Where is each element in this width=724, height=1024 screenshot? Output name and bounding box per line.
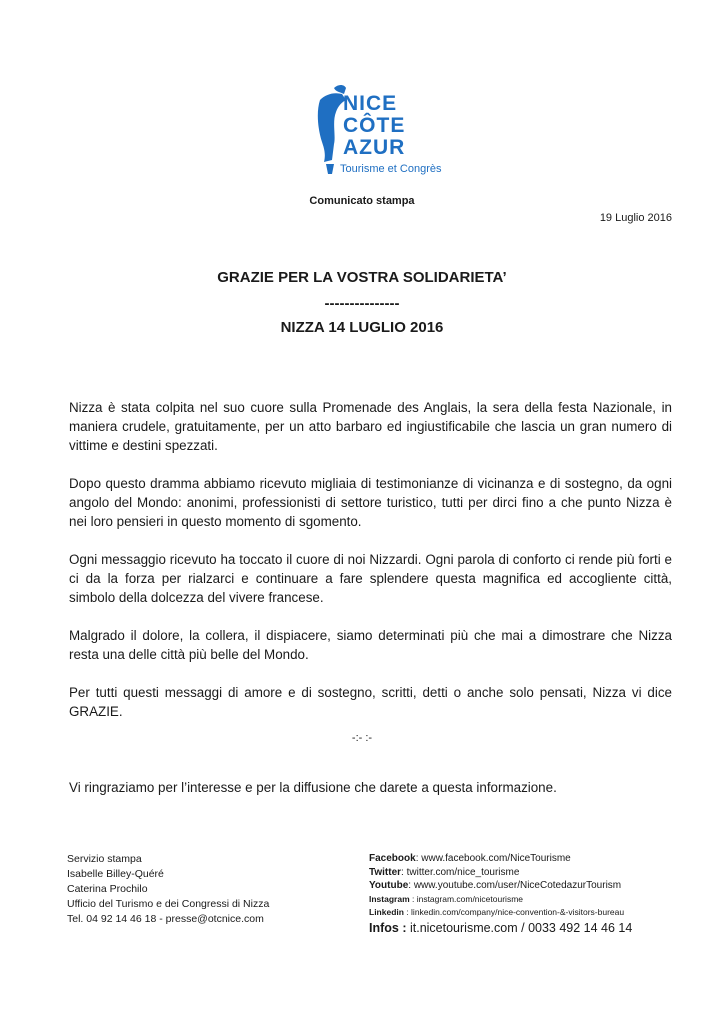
- logo-line-azur: AZUR: [343, 136, 406, 159]
- title-line-1: GRAZIE PER LA VOSTRA SOLIDARIETA’: [217, 269, 507, 286]
- logo-line-cote: CÔTE: [343, 114, 406, 137]
- press-contact-line: Caterina Prochilo: [67, 883, 148, 895]
- paragraph: Per tutti questi messaggi di amore e di sostegno, scritti, detti o anche solo pensati, Nizza vi dice GRAZIE.: [69, 685, 672, 719]
- logo-wordmark: [343, 93, 405, 159]
- paragraph: Nizza è stata colpita nel suo cuore sulla Promenade des Anglais, la sera della festa Nazionale, in maniera crudele, gratuitamente, per un atto barbaro ed ingiustificabile che lascia un gran numero di vittime e destini spezzati.: [69, 400, 672, 453]
- twitter-link[interactable]: Twitter: twitter.com/nice_tourisme: [369, 866, 520, 878]
- paragraph: Malgrado il dolore, la collera, il dispiacere, siamo determinati più che mai a dimostrare che Nizza resta una delle città più belle del Mondo.: [69, 628, 672, 662]
- paragraph: Ogni messaggio ricevuto ha toccato il cuore di noi Nizzardi. Ogni parola di conforto ci rende più forti e ci da la forza per rialzarci e continuare a fare splendere questa magnifica ed accogliente città, simbolo della dolcezza del vivere francese.: [69, 552, 672, 605]
- press-contact-line: Isabelle Billey-Quéré: [67, 868, 164, 880]
- linkedin-link[interactable]: Linkedin : linkedin.com/company/nice-convention-&-visitors-bureau: [369, 907, 625, 917]
- infos-link[interactable]: Infos : it.nicetourisme.com / 0033 492 14 46 14: [369, 920, 633, 935]
- press-contact-line: Ufficio del Turismo e dei Congressi di Nizza: [67, 898, 270, 910]
- press-contact-line: Servizio stampa: [67, 853, 142, 865]
- section-separator: -:- :-: [351, 732, 373, 744]
- document-date: 19 Luglio 2016: [599, 212, 672, 224]
- body-text: [69, 398, 672, 740]
- logo-line-nice: NICE: [343, 92, 398, 115]
- instagram-link[interactable]: Instagram : instagram.com/nicetourisme: [369, 893, 523, 904]
- thanks-line: Vi ringraziamo per l’interesse e per la diffusione che darete a questa informazione.: [69, 780, 557, 795]
- title-line-2: NIZZA 14 LUGLIO 2016: [280, 319, 444, 336]
- press-contact-line: Tel. 04 92 14 46 18 - presse@otcnice.com: [67, 913, 264, 925]
- youtube-link[interactable]: Youtube: www.youtube.com/user/NiceCotedazurTourism: [369, 880, 622, 891]
- facebook-link[interactable]: Facebook: www.facebook.com/NiceTourisme: [369, 853, 571, 864]
- logo-subtitle: Tourisme et Congrès: [340, 163, 442, 175]
- document-type-label: Comunicato stampa: [309, 195, 415, 207]
- title-separator: ---------------: [324, 295, 400, 312]
- social-links: [369, 852, 632, 935]
- paragraph: Dopo questo dramma abbiamo ricevuto migliaia di testimonianze di vicinanza e di sostegno, da ogni angolo del Mondo: anonimi, professionisti di settore turistico, tutti per dirci fino a che punto Nizza è nei loro pensieri in questo momento di sgomento.: [69, 476, 672, 529]
- press-contact: [67, 852, 269, 927]
